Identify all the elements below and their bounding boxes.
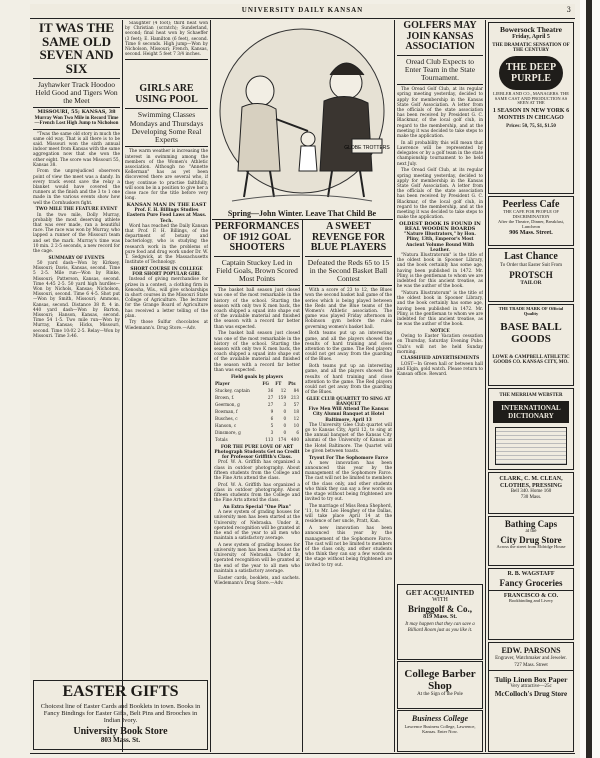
section-subhead: NOTICE xyxy=(430,328,450,334)
table-cell: 27 xyxy=(267,401,274,407)
masthead-rule xyxy=(30,18,575,19)
cartoon-rule xyxy=(212,219,393,220)
column-3 xyxy=(214,222,300,750)
ad-dictionary-title: INTERNATIONAL DICTIONARY xyxy=(493,401,569,423)
ad-cafe-tagline: THE CAFE FOR PEOPLE OF DISCRIMINATION xyxy=(503,209,559,219)
ad-dictionary-sub: THE MERRIAM WEBSTER xyxy=(499,393,563,398)
table-row xyxy=(214,387,300,394)
ad-easter-address: 803 Mass. St. xyxy=(100,736,141,745)
table-cell: 174 xyxy=(278,436,287,442)
article-text: 50 yard dash—Won by Kirksey, Missouri; Davis, Kansas, second. Time 5 2-5. Mile run—Won by Rinke, Missouri; Patterson, Kansas, second. Time 4:45 2-5. 50 yard high hurdles—Won by Nichols, Kansas; Nicholson, Missouri, second. Time 6 4-5. Shot put—Won by Smith, Missouri; Ammons, Kansas, second. Distance 38 ft. 4 in. 440 yard dash—Won by Barton, Missouri; Hanson, Kansas, second. Time 54 1-5. Two mile run—Won by Murray, Kansas; Hicks, Missouri, second. Time 10:02 2-5. Relay—Won by Missouri. Time 3:46. xyxy=(33,260,120,339)
ad-parsons-name: EDW. PARSONS xyxy=(501,646,561,655)
article-text: The Oread Golf Club, at its regular spring meeting yesterday, decided to apply for membership in the Kansas State Golf Association. A letter from the officials of the state association has been received by President G. C. Blackmar, of the local golf club, in regard to the membership, and at the meeting it was decided to take steps to make the application. xyxy=(397,87,483,140)
binding-strip xyxy=(586,0,592,758)
ad-parsons-address: 727 Mass. Street xyxy=(514,662,548,668)
ad-dictionary xyxy=(488,388,574,470)
classified-text: LOST—In Green hall or between hall and Elgin, gold watch. Please return to Kansan office. Reward. xyxy=(397,361,483,378)
ad-easter-store: University Book Store xyxy=(73,726,168,738)
article-text: The basket ball season just closed was one of the most remarkable in the history of the school. Starting the season with only two K men back, the coach shipped a squad into shape out of the available material and finished the season with a record far better than was expected. xyxy=(214,331,300,373)
section-subhead: SHORT COURSE IN COLLEGE FOR SHORT POPULAR GIRL xyxy=(130,266,203,278)
ad-theatre-date: Friday, April 5 xyxy=(512,34,550,40)
ad-peerless-cafe xyxy=(488,196,574,246)
table-cell: 3 xyxy=(270,429,274,435)
ad-bringgolf xyxy=(397,584,483,660)
column-rule xyxy=(302,220,303,752)
ad-tulip-body: Very attractive—25c xyxy=(510,684,552,689)
ad-barber-title: College Barber Shop xyxy=(404,668,476,692)
table-cell: Geermon, g xyxy=(215,401,240,407)
ad-business-college xyxy=(397,710,483,752)
subhead-track-meet: Jayhawker Track Hoodoo Held Good and Tigers Won the Meet xyxy=(35,79,118,106)
table-row xyxy=(214,422,300,429)
table-cell: 0 xyxy=(283,422,287,428)
ad-parsons-trade: Engraver, Watchmaker and Jeweler. xyxy=(495,656,567,661)
section-subhead: An Extra Special "One Plan" xyxy=(223,504,291,510)
table-cell: Totals xyxy=(215,436,228,442)
ad-barber-address: At the Sign of the Pole xyxy=(417,692,463,697)
table-cell: 27 xyxy=(267,394,274,400)
subhead-murray: Murray Won Two Mile in Record Time—French Lost High Jump to Nicholson xyxy=(34,115,119,127)
article-text: The marriage of Miss Rena Shepherd, '11, to Mr. Leo Heughey of the Dallas, will take place April 14 at the residence of her uncle, Pratt, Kan. xyxy=(305,503,392,525)
headline-goal-shooters: PERFORMANCES OF 1912 GOAL SHOOTERS xyxy=(214,222,300,253)
article-text: Try those Sulfur chocolates at Wiedemann's. Drug Store.—Adv. xyxy=(125,320,208,331)
article-text: The warm weather is increasing the interest in swimming among the members of the Women's Athletic association. Although no "Annette Kellerman" has as yet been discovered there are several who, if they continue to practise faithfully, will soon be in a position to give her a close race for the title before very long. xyxy=(125,149,208,202)
section-subhead-detail: Prof. F. H. Billings Studies Eastern Pure Food Laws at Mass. Tech. xyxy=(126,208,207,224)
table-row xyxy=(214,429,300,436)
newspaper-page xyxy=(30,4,575,754)
article-text: With a score of 23 to 12, the Blues won the second basket ball game of the series which is being played between the Reds and the Blue teams of the Women's Athletic association. The game was played Friday afternoon in Robinson gym before the rules governing women's basket ball. xyxy=(305,288,392,330)
table-row xyxy=(214,401,300,408)
column-4 xyxy=(305,222,392,750)
article-text: Instead of giving merchandise for prizes in a contest, a clothing firm in Kenosha, Wis., will give scholarships in short courses in the Missouri State College of Agriculture. The lecturer for the Grange Board of Agriculture has received a letter telling of the plan. xyxy=(125,277,208,319)
stats-table xyxy=(214,380,300,443)
headline-blue-players: A SWEET REVENGE FOR BLUE PLAYERS xyxy=(310,222,387,253)
ad-protsch xyxy=(488,248,574,302)
table-cell: 84 xyxy=(293,387,299,393)
table-cell: 0 xyxy=(283,429,287,435)
column-rule xyxy=(210,220,211,752)
ad-bowersock-theatre xyxy=(488,22,574,194)
subhead-goal-shooters: Captain Stuckey Led in Field Goals, Brown Scored Most Points xyxy=(216,257,298,283)
table-cell: Bowman, f xyxy=(215,408,238,414)
section-subhead: GLEE CLUB QUARTET TO SING AT BANQUET xyxy=(306,396,391,408)
table-header: Pts xyxy=(288,380,296,386)
table-cell: 213 xyxy=(291,394,299,400)
article-text: A new system of grading houses for university men has been started at the University of Nebraska. Under it, operated recognition will be granted at the end of the year to all men who maintain a satisfactory average. xyxy=(214,510,300,542)
ad-protsch-title: Last Chance xyxy=(504,251,558,262)
article-text: The basket ball season just closed was one of the most remarkable in the history of the school. Starting the season with only two K men back, the coach shipped a squad into shape out of the available material and finished the season with a record far better than was expected. xyxy=(214,288,300,330)
table-cell: 0 xyxy=(283,415,287,421)
article-text: A new innovation has been announced this year by the management of the Sophomore Farce. The cast will not be limited to members of the class only, and other students who think they can say a few words on the stage without being frightened are invited to try out. xyxy=(305,460,392,503)
table-cell: 6 xyxy=(270,415,274,421)
headline-golfers: GOLFERS MAY JOIN KANSAS ASSOCIATION xyxy=(403,21,477,52)
article-text: Prof. W. A. Griffith has organized a class in outdoor photography. About fifteen students from the College and the Fine Arts attend the class. xyxy=(214,460,300,481)
cartoon-illustration xyxy=(212,21,392,207)
ad-bringgolf-with: WITH xyxy=(432,597,448,603)
cartoon xyxy=(212,21,392,217)
section-subhead: SUMMARY OF EVENTS xyxy=(48,255,105,261)
ad-dictionary-text-block xyxy=(495,427,567,465)
ad-drug-at: at the xyxy=(525,529,537,534)
ad-clark-name: CLARK, C. M. CLEAN, CLOTHES, PRESSING xyxy=(499,476,563,489)
article-text: Both teams put up an interesting game, and all the players showed the results of hard training and close attention to the game. The Red players could not get away from the guarding of the Blues. xyxy=(305,364,392,396)
article-text: Both teams put up an interesting game, and all the players showed the results of hard training and close attention to the game. The Red players could not get away from the guarding of the Blues. xyxy=(305,331,392,363)
ad-baseball-store: LOWE & CAMPBELL ATHLETIC GOODS CO. KANSAS CITY, MO. xyxy=(492,354,570,366)
ad-cafe-address: 906 Mass. Street. xyxy=(509,229,553,236)
subhead-blue-players: Defeated the Reds 65 to 15 in the Second Basket Ball Contest xyxy=(307,257,390,283)
ad-theatre-title: Bowersock Theatre xyxy=(499,25,562,34)
bottom-rule xyxy=(30,753,575,754)
headline-track-meet: IT WAS THE SAME OLD SEVEN AND SIX xyxy=(38,21,115,76)
ad-drug-store: City Drug Store xyxy=(500,534,562,545)
table-cell: 57 xyxy=(293,401,299,407)
ad-drug-address: Across the street from Eldridge House xyxy=(496,543,566,549)
table-cell: 9 xyxy=(270,408,274,414)
ad-theatre-prices: Prices: 50, 75, $1, $1.50 xyxy=(506,123,556,129)
section-subhead-detail: Photograph Students Get no Credit for Professor Griffith's Class. xyxy=(214,449,300,461)
table-cell: 12 xyxy=(293,415,299,421)
table-cell: 5 xyxy=(270,422,274,428)
ad-baseball-mark: THE TRADE MARK OF Official Quality xyxy=(498,306,564,316)
ad-tulip-title: Tulip Linen Box Paper xyxy=(494,675,568,684)
article-text: Easter cards, booklets, and sachets. Wiedemann's Drug Store.—Adv. xyxy=(214,575,300,586)
table-title: Field goals by players xyxy=(230,374,284,380)
ad-easter-title: EASTER GIFTS xyxy=(62,683,179,700)
table-cell: 0 xyxy=(283,408,287,414)
ad-theatre-tagline: THE DRAMATIC SENSATION OF THE CENTURY xyxy=(492,42,570,54)
article-text: In the two mile, Dolly Murray, probably the most deserving athlete that was ever made, ran a beautiful race. The race was won by Murray, who lapped a runner of the Missouri team and set the mark. Murray's time was 10 min. 2 2-5 seconds, a new record for the cage. xyxy=(33,212,120,254)
ad-tulip-store: McColloch's Drug Store xyxy=(494,689,568,698)
ad-wagstaff-name: R. B. WAGSTAFF xyxy=(507,571,555,577)
table-cell: Hanson, c xyxy=(215,422,237,428)
article-text: "Twas the same old story in much the same old way. That is all there is to be said. Missouri won the sixth annual indoor meet from Kansas with the same aggregation now that she won the other eight. The score was Missouri 55, Kansas 38. xyxy=(33,131,120,168)
section-subhead: TWO MILE THE FEATURE EVENT xyxy=(35,207,118,213)
ad-protsch-body: To Order that Easter Suit From xyxy=(500,263,562,268)
article-text: Word has reached the Daily Kansan that Prof. F. H. Billings, of the department of botany and bacteriology, who is studying the research work in the problems of pure food and drug work under Dr. W. T. Sedgwick, at the Massachusetts Institute of Technology. xyxy=(125,223,208,266)
article-text: A new system of grading houses for university men has been started at the University of Nebraska. Under it, operated recognition will be granted at the end of the year to all men who maintain a satisfactory average. xyxy=(214,542,300,574)
table-cell: 3 xyxy=(283,401,287,407)
ad-clark-phone: Bell 340. Home 160 xyxy=(510,489,552,495)
ad-theatre-cast: LIEBLER AND CO., MANAGERS. THE SAME CAST AND PRODUCTION AS SEEN AT THE xyxy=(492,90,570,106)
article-text: The University Glee Club quartet will go to Kansas City, April 12, to sing at the annual banquet of the Kansas City alumni of the University of Kansas at the Hotel Baltimore. The Quartet will be given between toasts. xyxy=(305,422,392,454)
score-line: MISSOURI, 55; KANSAS, 38 xyxy=(37,109,116,116)
page-number: 3 xyxy=(566,6,571,14)
ad-protsch-name: PROTSCH xyxy=(509,269,553,280)
section-subhead: OLDEST BOOK IS FOUND IN REAL WOODEN BOARDS xyxy=(399,220,481,233)
column-rule xyxy=(122,20,123,752)
article-text: From the unprejudiced observers point of view the meet was a dandy. In every track event save the relay a blanket would have covered the runners at the finish and the 3 to 1 one made in the various events show how well the Cornhuskers fight. xyxy=(33,169,120,206)
table-header: FG xyxy=(262,380,269,386)
ad-base-ball-goods xyxy=(488,304,574,386)
article-text: A new innovation has been announced this year by the management of the Sophomore Farce. The cast will not be limited to members of the class only, and other students who think they can say a few words on the stage without being frightened are invited to try out. xyxy=(305,526,392,568)
ad-theatre-run: 1 SEASON IN NEW YORK 6 MONTHS IN CHICAGO xyxy=(492,108,570,121)
column-1 xyxy=(33,21,120,677)
column-5 xyxy=(397,21,483,581)
ad-francisco-body: Bookbinding and Livery xyxy=(508,598,554,604)
table-cell: Brown, f. xyxy=(215,394,235,400)
table-cell: 113 xyxy=(265,436,274,442)
column-rule xyxy=(210,20,211,220)
table-row xyxy=(214,415,300,422)
ad-parsons xyxy=(488,642,574,752)
ad-business-college-title: Business College xyxy=(411,714,469,723)
article-text: Slaughter (4 foot); third heat won by Christian (scratch); Sunderland, second; final heat won by Schaeffer (3 feet); E. Hamilton (6 feet), second. Time 8 seconds. High jump—Won by Nicholson, Missouri; French, Kansas, second. Height 5 feet 7 3/4 inches. xyxy=(125,21,208,58)
table-cell: 10 xyxy=(293,422,299,428)
ad-easter-body: Choicest line of Easter Cards and Booklets in town. Books in Fancy Bindings for Easter Gifts, Belt Pins and Brooches in Indian Ivory. xyxy=(40,703,201,725)
ad-drug-title: Bathing Caps xyxy=(504,519,558,529)
table-cell: Dinsmore, g xyxy=(215,429,241,435)
article-text: "Natura Illustratorum" is the title of the oldest book in Spooner Library, and the book certainly has some age, having been published in 1472. Mr. Pliny, is the gentleman to whom we are indebted for this ancient treatise, as he was the author of the book. xyxy=(397,253,483,290)
classified-title: CLASSIFIED ADVERTISEMENTS xyxy=(400,356,480,362)
ad-baseball-title: BASE BALL GOODS xyxy=(500,320,562,345)
ad-cafe-body: After the Theatre, Dinner, Breakfast, Luncheon xyxy=(497,218,565,229)
ad-clark-address: 730 Mass. xyxy=(520,494,542,500)
table-row xyxy=(214,436,300,443)
article-text: Owing to Easter Vacation cessation on Thursday, Saturday Evening Pubs. Club's will not be held Sunday morning. xyxy=(397,334,483,355)
ad-cafe-title: Peerless Cafe xyxy=(502,199,560,210)
column-rule xyxy=(485,20,486,752)
article-text: "Natura Illustratorum" is the title of the oldest book in Spooner Library, and the book certainly has some age, having been published in 1472. Mr. Pliny, is the gentleman to whom we are indebted for this ancient treatise, as he was the author of the book. xyxy=(397,290,483,328)
masthead: UNIVERSITY DAILY KANSAN xyxy=(241,6,364,14)
ad-easter-gifts xyxy=(33,680,208,750)
table-cell: 159 xyxy=(278,394,287,400)
ad-city-drug-store xyxy=(488,516,574,566)
table-header: FT xyxy=(275,380,282,386)
section-subhead: Tryout For The Sophomore Farce xyxy=(308,455,389,461)
section-subhead: FOR THE PURE LOVE OF ART xyxy=(220,444,294,450)
ad-clark xyxy=(488,472,574,514)
table-row xyxy=(214,408,300,415)
table-cell: 18 xyxy=(293,408,299,414)
article-text: Prof. W. A. Griffith has organized a class in outdoor photography. About fifteen students from the College and the Fine Arts attend the class. xyxy=(214,482,300,504)
subhead-swimming: Swimming Classes Mondays and Thursdays Developing Some Real Experts xyxy=(129,110,204,145)
ad-bringgolf-name: Bringgolf & Co., xyxy=(408,603,472,614)
section-subhead: KANSAN MAN IN THE EAST xyxy=(126,201,207,208)
ad-business-college-body: Lawrence Business College, Lawrence, Kansas. Enter Now. xyxy=(404,724,476,734)
table-cell: 6 xyxy=(296,429,299,435)
table-row xyxy=(214,394,300,401)
section-subhead-detail: Five Men Will Attend The Kansas City Alumni Banquet at Hotel Baltimore, April 13 xyxy=(308,407,389,423)
ad-barber-shop xyxy=(397,661,483,709)
column-rule xyxy=(394,20,395,752)
table-cell: 400 xyxy=(291,436,299,442)
subhead-golfers: Oread Club Expects to Enter Team in the State Tournament. xyxy=(404,56,476,82)
article-text: The Oread Golf Club, at its regular spring meeting yesterday, decided to apply for membership in the Kansas State Golf Association. A letter from the officials of the state association has been received by President G. C. Blackmar, of the local golf club, in regard to the membership, and at the meeting it was decided to take steps to make the application. xyxy=(397,168,483,221)
ad-wagstaff-title: Fancy Groceries xyxy=(499,577,563,588)
headline-girls-pool: GIRLS ARE USING POOL xyxy=(135,83,198,105)
section-subhead-detail: "Nature Illustrators," by Hon. Pliny, 13th, Emperor's Most Ancient Volume Bound With Leather. xyxy=(404,232,476,253)
ad-bringgolf-title: GET ACQUAINTED xyxy=(405,588,475,597)
ad-protsch-trade: TAILOR xyxy=(520,279,542,286)
ad-bringgolf-tagline: It may happen that they can save a Billiard Room just as you like it. xyxy=(405,622,475,633)
table-cell: Busches, c xyxy=(215,415,238,421)
cartoon-caption: Spring—John Winter. Leave That Child Be xyxy=(227,209,377,218)
table-cell: 36 xyxy=(267,387,274,393)
cartoon-sign: GLOBE TROTTERS xyxy=(344,145,390,151)
ad-wagstaff xyxy=(488,568,574,640)
table-cell: 12 xyxy=(280,387,287,393)
table-header: Player xyxy=(215,380,230,386)
article-text: In all probability this will mean that Lawrence will be represented by delegates or by a golf team in the state championship tournament to be held next July. xyxy=(397,140,483,167)
ad-francisco-name: FRANCISCO & CO. xyxy=(503,592,559,599)
table-cell: Stuckey, captain xyxy=(215,387,250,393)
ad-bringgolf-address: 819 Mass. St. xyxy=(423,613,457,620)
ad-theatre-show: THE DEEP PURPLE xyxy=(499,56,563,90)
column-2 xyxy=(125,21,208,676)
